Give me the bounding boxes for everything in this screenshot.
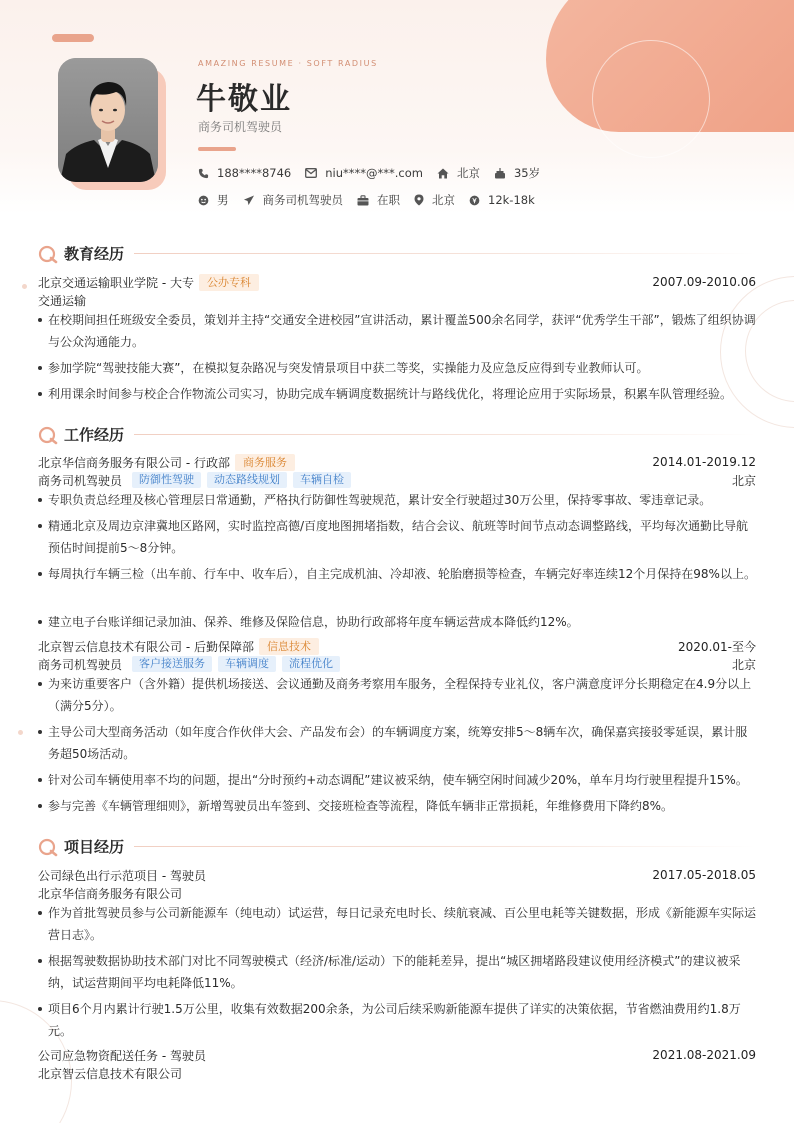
briefcase-icon [357, 195, 369, 206]
gender-item [198, 192, 229, 208]
job-role: 商务司机驾驶员 [38, 473, 123, 488]
email-item [305, 166, 423, 180]
project-org-row [38, 1064, 756, 1082]
list-item: 针对公司车辆使用率不均的问题，提出“分时预约+动态调配”建议被采纳，使车辆空闲时间减少20%，单车月均行驶里程提升15%。 [38, 769, 756, 791]
target-role-item [243, 192, 344, 208]
school-tag: 公办专科 [199, 274, 259, 291]
project-entry-header [38, 1046, 756, 1064]
section-title-project: 项目经历 [64, 838, 125, 856]
accent-bar [52, 34, 94, 42]
list-item: 参加学院“驾驶技能大赛”，在模拟复杂路况与突发情景项目中获二等奖，实操能力及应急反应得到专业教师认可。 [38, 357, 756, 379]
status-text: 在职 [377, 193, 400, 207]
list-item: 建立电子台账详细记录加油、保养、维修及保险信息，协助行政部将年度车辆运营成本降低约12%。 [38, 611, 756, 633]
cake-icon [494, 167, 506, 179]
industry-tag: 信息技术 [259, 638, 319, 655]
work-date: 2020.01-至今 [678, 639, 756, 654]
gender-icon [198, 195, 209, 206]
skill-tag: 客户接送服务 [132, 656, 212, 672]
list-item: 为来访重要客户（含外籍）提供机场接送、会议通勤及商务考察用车服务，全程保持专业礼仪，客户满意度评分长期稳定在4.9分以上（满分5分）。 [38, 673, 756, 717]
phone-icon [198, 168, 209, 179]
home-item [437, 165, 480, 181]
send-icon [243, 195, 255, 206]
email-text: niu****@***.com [325, 166, 423, 180]
list-item: 根据驾驶数据协助技术部门对比不同驾驶模式（经济/标准/运动）下的能耗差异，提出“城区拥堵路段建议使用经济模式”的建议被采纳，试运营期间平均电耗降低11%。 [38, 950, 756, 994]
section-education [38, 243, 756, 264]
industry-tag: 商务服务 [235, 454, 295, 471]
list-item: 参与完善《车辆管理细则》，新增驾驶员出车签到、交接班检查等流程，降低车辆非正常损耗，年维修费用下降约8%。 [38, 795, 756, 817]
major-name: 交通运输 [38, 293, 87, 308]
home-text: 北京 [456, 166, 480, 180]
list-item: 专职负责总经理及核心管理层日常通勤，严格执行防御性驾驶规范，累计安全行驶超过30万公里，保持零事故、零违章记录。 [38, 489, 756, 511]
salary-text: 12k-18k [488, 193, 535, 207]
education-entry-header [38, 273, 756, 291]
skill-tag: 流程优化 [282, 656, 340, 672]
job-role: 商务司机驾驶员 [38, 657, 123, 672]
search-icon [38, 244, 58, 264]
location-icon [414, 194, 424, 206]
project-date: 2017.05-2018.05 [652, 868, 756, 882]
project-org: 北京华信商务服务有限公司 [38, 886, 183, 901]
work-role-row [38, 655, 756, 673]
mail-icon [305, 168, 317, 178]
phone-text: 188****8746 [217, 166, 292, 180]
status-item [357, 192, 400, 208]
salary-item [469, 193, 535, 207]
decoration-dot [18, 730, 23, 735]
project-name: 公司绿色出行示范项目 - 驾驶员 [38, 868, 206, 883]
avatar [58, 58, 158, 182]
education-major-row [38, 291, 756, 309]
company-name: 北京华信商务服务有限公司 - 行政部 [38, 455, 230, 470]
decoration-dot [22, 284, 27, 289]
location-text: 北京 [432, 193, 455, 207]
skill-tag: 车辆自检 [293, 472, 351, 488]
title-underline [198, 147, 236, 151]
list-item: 每周执行车辆三检（出车前、行车中、收车后），自主完成机油、冷却液、轮胎磨损等检查，车辆完好率连续12个月保持在98%以上。 [38, 563, 756, 585]
work-date: 2014.01-2019.12 [652, 455, 756, 469]
work-entry-header [38, 637, 756, 655]
section-title-education: 教育经历 [64, 245, 125, 263]
candidate-name: 牛敬业 [196, 82, 292, 117]
project-org: 北京智云信息技术有限公司 [38, 1066, 183, 1081]
gender-text: 男 [217, 193, 229, 207]
work-city: 北京 [731, 473, 756, 488]
list-item: 作为首批驾驶员参与公司新能源车（纯电动）试运营，每日记录充电时长、续航衰减、百公里电耗等关键数据，形成《新能源车实际运营日志》。 [38, 902, 756, 946]
phone-item [198, 166, 291, 180]
skill-tag: 车辆调度 [218, 656, 276, 672]
target-role-text: 商务司机驾驶员 [262, 193, 343, 207]
list-item: 在校期间担任班级安全委员，策划并主持“交通安全进校园”宣讲活动，累计覆盖500余名同学，获评“优秀学生干部”，锻炼了组织协调与公众沟通能力。 [38, 309, 756, 353]
home-icon [437, 168, 449, 179]
section-divider [134, 253, 756, 254]
search-icon [38, 425, 58, 445]
project-entry-header [38, 866, 756, 884]
location-item [414, 192, 455, 208]
section-project [38, 836, 756, 857]
work-city: 北京 [731, 657, 756, 672]
age-item [494, 165, 540, 181]
contact-row [198, 165, 554, 181]
header-decoration-ring [592, 40, 710, 158]
work-role-row [38, 471, 756, 489]
school-name: 北京交通运输职业学院 - 大专 [38, 275, 194, 290]
salary-icon [469, 195, 480, 206]
section-divider [134, 434, 756, 435]
header-tagline: AMAZING RESUME · SOFT RADIUS [198, 59, 378, 68]
work-entry-header [38, 453, 756, 471]
project-org-row [38, 884, 756, 902]
skill-tag: 动态路线规划 [207, 472, 287, 488]
section-divider [134, 846, 756, 847]
education-date: 2007.09-2010.06 [652, 275, 756, 289]
project-date: 2021.08-2021.09 [652, 1048, 756, 1062]
project-name: 公司应急物资配送任务 - 驾驶员 [38, 1048, 206, 1063]
list-item: 利用课余时间参与校企合作物流公司实习，协助完成车辆调度数据统计与路线优化，将理论应用于实际场景，积累车队管理经验。 [38, 383, 756, 405]
skill-tag: 防御性驾驶 [132, 472, 201, 488]
list-item: 主导公司大型商务活动（如年度合作伙伴大会、产品发布会）的车辆调度方案，统筹安排5～8辆车次，确保嘉宾接驳零延误，累计服务超50场活动。 [38, 721, 756, 765]
profile-row [198, 192, 549, 208]
candidate-title: 商务司机驾驶员 [198, 120, 283, 134]
section-title-work: 工作经历 [64, 426, 125, 444]
section-work [38, 424, 756, 445]
list-item: 精通北京及周边京津冀地区路网，实时监控高德/百度地图拥堵指数，结合会议、航班等时间节点动态调整路线，平均每次通勤比导航预估时间提前5～8分钟。 [38, 515, 756, 559]
search-icon [38, 837, 58, 857]
company-name: 北京智云信息技术有限公司 - 后勤保障部 [38, 639, 254, 654]
age-text: 35岁 [513, 166, 541, 180]
list-item: 项目6个月内累计行驶1.5万公里，收集有效数据200余条，为公司后续采购新能源车提供了详实的决策依据，节省燃油费用约1.8万元。 [38, 998, 756, 1042]
